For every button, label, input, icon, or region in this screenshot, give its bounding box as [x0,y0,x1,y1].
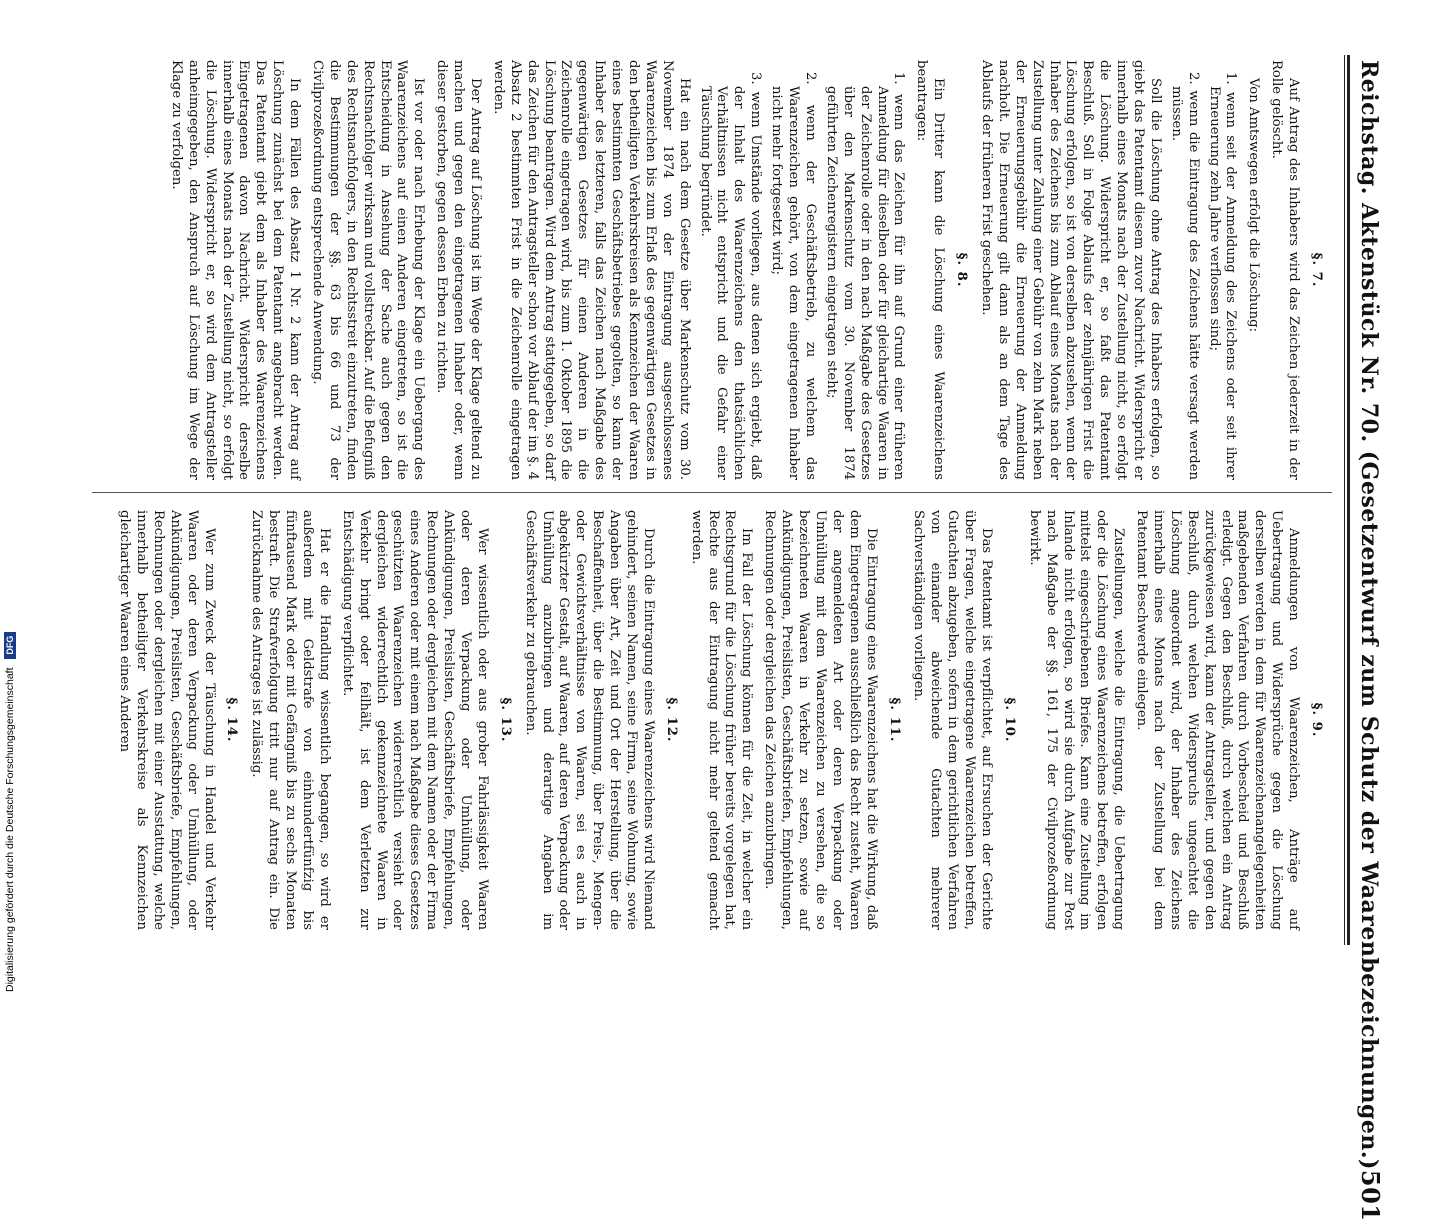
paragraph: Hat ein nach dem Gesetze über Markenschutz vom 30. November 1874 von der Eintragung ausgeschlossenes Waarenzeichen bis zum Erlaß des gegenwärtigen Gesetzes in den betheiligten Verkehrskreisen als Kennzeichen der Waaren eines bestimmten Geschäftsbetriebes gegolten, so kann der Inhaber des letzteren, falls das Zeichen nach Maßgabe des gegenwärtigen Gesetzes für einen Anderen in die Zeichenrolle eingetragen wird, bis zum 1. Oktober 1895 die Löschung beantragen. Wird dem Antrag stattgegeben, so darf das Zeichen für den Antragsteller schon vor Ablauf der im §. 4 Absatz 2 bestimmten Frist in die Zeichenrolle eingetragen werden. [490,60,692,480]
section-heading: §. 9. [1309,702,1324,738]
page-header [1356,60,1396,1222]
list-item: 1. wenn das Zeichen für ihn auf Grund einer früheren Anmeldung für dieselben oder für gleichartige Waaren in der Zeichenrolle oder in den nach Maßgabe des Gesetzes über den Markenschutz vom 30. November 1874 geführten Zeichenregistern eingetragen steht; [823,72,907,480]
paragraph: Wer wissentlich oder aus grober Fahrlässigkeit Waaren oder deren Verpackung oder Umhüllung, oder Ankündigungen, Preislisten, Geschäftsbriefe, Empfehlungen, Rechnungen oder dergleichen mit dem Namen oder der Firma eines Anderen oder mit einem nach Maßgabe dieses Gesetzes geschützten Waarenzeichen widerrechtlich versieht oder dergleichen widerrechtlich gekennzeichnete Waaren in Verkehr bringt oder feilhält, ist dem Verletzten zur Entschädigung verpflichtet. [339,510,490,930]
paragraph: Hat er die Handlung wissentlich begangen, so wird er außerdem mit Geldstrafe von einhundertfünfzig bis fünftausend Mark oder mit Gefängniß bis zu sechs Monaten bestraft. Die Strafverfolgung tritt nur auf Antrag ein. Die Zurücknahme des Antrages ist zulässig. [249,510,332,930]
column-divider [92,492,1332,493]
list-item: 2. wenn die Eintragung des Zeichens hätte versagt werden müssen. [1168,72,1201,480]
paragraph: Im Fall der Löschung können für die Zeit, in welcher ein Rechtsgrund für die Löschung früher bereits vorgelegen hat, Rechte aus der Eintragung nicht mehr geltend gemacht werden. [688,510,755,930]
section-heading: §. 12. [663,697,679,743]
section-heading: §. 7. [1309,252,1324,288]
left-column [82,60,1332,480]
paragraph: In dem Fällen des Absatz 1 Nr. 2 kann der Antrag auf Löschung zunächst bei dem Patentamt angebracht werden. Das Patentamt giebt dem als Inhaber des Waarenzeichens Eingetragenen davon Nachricht. Widerspricht derselbe innerhalb eines Monats nach der Zustellung nicht, so erfolgt die Löschung. Widerspricht er, so wird dem Antragsteller anheimgegeben, den Anspruch auf Löschung im Wege der Klage zu verfolgen. [168,60,303,480]
section-heading: §. 13. [497,697,513,743]
paragraph: Soll die Löschung ohne Antrag des Inhabers erfolgen, so giebt das Patentamt diesem zuvor Nachricht. Widerspricht er innerhalb eines Monats nach der Zustellung nicht, so erfolgt die Löschung. Widerspricht er, so faßt das Patentamt Beschluß. Soll in Folge Ablaufs der zehnjährigen Frist die Löschung erfolgen, so ist von derselben abzusehen, wenn der Inhaber des Zeichens bis zum Ablauf eines Monats nach der Zustellung unter Zahlung einer Gebühr von zehn Mark neben der Erneuerungsgebühr die Erneuerung der Anmeldung nachholt. Die Erneuerung gilt dann als an dem Tage des Ablaufs der früheren Frist geschehen. [978,60,1163,480]
paragraph: Ist vor oder nach Erhebung der Klage ein Uebergang des Waarenzeichens auf einen Anderen eingetreten, so ist die Entscheidung in Ansehung der Sache auch gegen den Rechtsnachfolger wirksam und vollstreckbar. Auf die Befugniß des Rechtsnachfolgers, in den Rechtsstreit einzutreten, finden die Bestimmungen der §§. 63 bis 66 und 73 der Civilprozeßordnung entsprechende Anwendung. [310,60,427,480]
paragraph: Ein Dritter kann die Löschung eines Waarenzeichens beantragen: [914,60,947,480]
header-rule [1347,55,1350,945]
paragraph: Von Amtswegen erfolgt die Löschung: [1246,78,1262,333]
paragraph: Wer zum Zweck der Täuschung in Handel und Verkehr Waaren oder deren Verpackung oder Umhüllung, oder Ankündigungen, Preislisten, Geschäftsbriefe, Empfehlungen, Rechnungen oder dergleichen mit einer Ausstattung, welche innerhalb betheiligter Verkehrskreise als Kennzeichen gleichartiger Waaren eines Anderen [117,510,217,930]
footer-credit: Digitalisierung gefördert durch die Deutsche Forschungsgemeinschaft [4,667,16,992]
section-heading: §. 10. [1001,697,1017,743]
paragraph: Der Antrag auf Löschung ist im Wege der Klage geltend zu machen und gegen den eingetragenen Inhaber oder, wenn dieser gestorben, gegen dessen Erben zu richten. [434,60,484,480]
page-number: 501 [1356,1169,1385,1222]
running-title: Reichstag. Aktenstück Nr. 70. (Gesetzentwurf zum Schutz der Waarenbezeichnungen.) [1356,60,1382,1170]
paragraph: Anmeldungen von Waarenzeichen, Anträge auf Uebertragung und Widersprüche gegen die Löschung derselben werden in dem für Waarenzeichenangelegenheiten maßgebenden Verfahren durch Vorbescheid und Beschluß erledigt. Gegen den Beschluß, durch welchen ein Antrag zurückgewiesen wird, kann der Antragsteller, und gegen den Beschluß, durch welchen Widerspruchs ungeachtet die Löschung angeordnet wird, der Inhaber des Zeichens innerhalb eines Monats nach der Zustellung bei dem Patentamt Beschwerde einlegen. [1134,510,1302,930]
right-column [82,510,1332,930]
paragraph: Die Eintragung eines Waarenzeichens hat die Wirkung, daß dem Eingetragenen ausschließlich das Recht zusteht, Waaren der angemeldeten Art oder deren Verpackung oder Umhüllung mit dem Waarenzeichen zu versehen, die so bezeichneten Waaren in Verkehr zu setzen, sowie auf Ankündigungen, Preislisten, Geschäftsbriefen, Empfehlungen, Rechnungen oder dergleichen das Zeichen anzubringen. [762,510,879,930]
paragraph: Das Patentamt ist verpflichtet, auf Ersuchen der Gerichte über Fragen, welche eingetragene Waarenzeichen betreffen, Gutachten abzugeben, sofern in dem gerichtlichen Verfahren von einander abweichende Gutachten mehrerer Sachverständigen vorliegen. [911,510,994,930]
header-rule-thin [1344,55,1345,945]
section-heading: §. 8. [954,252,970,288]
digitization-footer [0,0,22,1000]
dfg-logo: DFG [4,632,16,659]
footer-text-line [4,0,20,992]
section-heading: §. 14. [224,697,240,743]
paragraph: Zustellungen, welche die Eintragung, die Uebertragung oder die Löschung eines Waarenzeichens betreffen, erfolgen mittelst eingeschriebenen Briefes. Kann eine Zustellung im Inlande nicht erfolgen, so wird sie durch Aufgabe zur Post nach Maßgabe der §§. 161, 175 der Civilprozeßordnung bewirkt. [1026,510,1127,930]
list-item: 1. wenn seit der Anmeldung des Zeichens oder seit ihrer Erneuerung zehn Jahre verflossen sind; [1206,72,1239,480]
paragraph: Durch die Eintragung eines Waarenzeichens wird Niemand gehindert, seinen Namen, seine Firma, seine Wohnung, sowie Angaben über Art, Zeit und Ort der Herstellung, über die Beschaffenheit, über die Bestimmung, über Preis-, Mengen- oder Gewichtsverhältnisse von Waaren, sei es auch in abgekürzter Gestalt, auf Waaren, auf deren Verpackung oder Umhüllung anzubringen und derartige Angaben im Geschäftsverkehr zu gebrauchen. [522,510,656,930]
list-item: 2. wenn der Geschäftsbetrieb, zu welchem das Waarenzeichen gehört, von dem eingetragenen Inhaber nicht mehr fortgesetzt wird; [769,72,818,480]
list-item: 3. wenn Umstände vorliegen, aus denen sich ergiebt, daß der Inhalt des Waarenzeichens den thatsächlichen Verhältnissen nicht entspricht und die Gefahr einer Täuschung begründet. [697,72,764,480]
section-heading: §. 11. [886,697,902,743]
paragraph: Auf Antrag des Inhabers wird das Zeichen jederzeit in der Rolle gelöscht. [1269,60,1302,480]
